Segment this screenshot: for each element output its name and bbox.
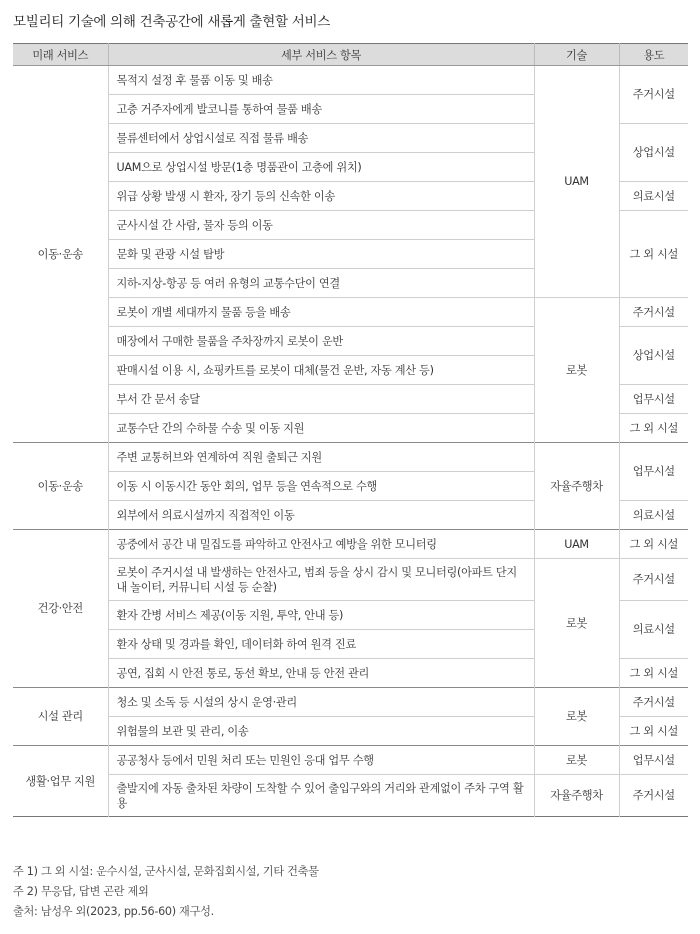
usage-cell: 의료시설 (619, 601, 688, 659)
usage-cell: 업무시설 (619, 443, 688, 501)
footnote: 주 2) 무응답, 답변 곤란 제외 (13, 885, 149, 898)
detail-cell: 공중에서 공간 내 밀집도를 파악하고 안전사고 예방을 위한 모니터링 (108, 530, 534, 559)
usage-cell: 그 외 시설 (619, 211, 688, 298)
detail-cell: 고층 거주자에게 발코니를 통하여 물품 배송 (108, 95, 534, 124)
detail-cell: 이동 시 이동시간 동안 회의, 업무 등을 연속적으로 수행 (108, 472, 534, 501)
detail-cell: 주변 교통허브와 연계하여 직원 출퇴근 지원 (108, 443, 534, 472)
header-usage: 용도 (619, 44, 688, 66)
header-detail: 세부 서비스 항목 (108, 44, 534, 66)
header-tech: 기술 (534, 44, 619, 66)
usage-cell: 주거시설 (619, 298, 688, 327)
tech-cell: 로봇 (534, 688, 619, 746)
table-title: 모빌리티 기술에 의해 건축공간에 새롭게 출현할 서비스 (13, 14, 330, 30)
usage-cell: 상업시설 (619, 327, 688, 385)
services-table (13, 43, 688, 817)
future-service-cell: 이동·운송 (13, 443, 108, 530)
table-row (13, 66, 688, 95)
future-service-cell: 생활·업무 지원 (13, 746, 108, 817)
detail-cell: 물류센터에서 상업시설로 직접 물류 배송 (108, 124, 534, 153)
detail-cell: 출발지에 자동 출차된 차량이 도착할 수 있어 출입구와의 거리와 관계없이 주차 구역 활용 (108, 775, 534, 817)
tech-cell: 로봇 (534, 298, 619, 443)
table-row (13, 775, 688, 817)
tech-cell: UAM (534, 530, 619, 559)
detail-cell: 군사시설 간 사람, 물자 등의 이동 (108, 211, 534, 240)
usage-cell: 그 외 시설 (619, 717, 688, 746)
detail-cell: 청소 및 소독 등 시설의 상시 운영·관리 (108, 688, 534, 717)
table-row (13, 443, 688, 472)
detail-cell: 로봇이 주거시설 내 발생하는 안전사고, 범죄 등을 상시 감시 및 모니터링(아파트 단지 내 놀이터, 커뮤니티 시설 등 순찰) (108, 559, 534, 601)
source-note: 출처: 남성우 외(2023, pp.56-60) 재구성. (13, 905, 214, 918)
detail-cell: 목적지 설정 후 물품 이동 및 배송 (108, 66, 534, 95)
detail-cell: 공연, 집회 시 안전 통로, 동선 확보, 안내 등 안전 관리 (108, 659, 534, 688)
detail-cell: 위험물의 보관 및 관리, 이송 (108, 717, 534, 746)
table-row (13, 530, 688, 559)
usage-cell: 그 외 시설 (619, 414, 688, 443)
usage-cell: 의료시설 (619, 182, 688, 211)
tech-cell: 자율주행차 (534, 775, 619, 817)
usage-cell: 업무시설 (619, 746, 688, 775)
tech-cell: 로봇 (534, 559, 619, 688)
detail-cell: 공공청사 등에서 민원 처리 또는 민원인 응대 업무 수행 (108, 746, 534, 775)
usage-cell: 주거시설 (619, 688, 688, 717)
header-row (13, 44, 688, 66)
tech-cell: 로봇 (534, 746, 619, 775)
usage-cell: 주거시설 (619, 66, 688, 124)
usage-cell: 그 외 시설 (619, 530, 688, 559)
detail-cell: UAM으로 상업시설 방문(1층 명품관이 고층에 위치) (108, 153, 534, 182)
tech-cell: 자율주행차 (534, 443, 619, 530)
tech-cell: UAM (534, 66, 619, 298)
future-service-cell: 시설 관리 (13, 688, 108, 746)
table-row (13, 688, 688, 717)
footnotes (13, 862, 319, 922)
future-service-cell: 건강·안전 (13, 530, 108, 688)
detail-cell: 위급 상황 발생 시 환자, 장기 등의 신속한 이송 (108, 182, 534, 211)
table-row (13, 559, 688, 601)
detail-cell: 판매시설 이용 시, 쇼핑카트를 로봇이 대체(물건 운반, 자동 계산 등) (108, 356, 534, 385)
detail-cell: 환자 간병 서비스 제공(이동 지원, 투약, 안내 등) (108, 601, 534, 630)
usage-cell: 업무시설 (619, 385, 688, 414)
usage-cell: 의료시설 (619, 501, 688, 530)
usage-cell: 주거시설 (619, 775, 688, 817)
detail-cell: 외부에서 의료시설까지 직접적인 이동 (108, 501, 534, 530)
usage-cell: 상업시설 (619, 124, 688, 182)
usage-cell: 그 외 시설 (619, 659, 688, 688)
footnote: 주 1) 그 외 시설: 운수시설, 군사시설, 문화집회시설, 기타 건축물 (13, 865, 319, 878)
future-service-cell: 이동·운송 (13, 66, 108, 443)
table-row (13, 298, 688, 327)
detail-cell: 문화 및 관광 시설 탐방 (108, 240, 534, 269)
detail-cell: 로봇이 개별 세대까지 물품 등을 배송 (108, 298, 534, 327)
detail-cell: 환자 상태 및 경과를 확인, 데이터화 하여 원격 진료 (108, 630, 534, 659)
header-future: 미래 서비스 (13, 44, 108, 66)
detail-cell: 교통수단 간의 수하물 수송 및 이동 지원 (108, 414, 534, 443)
table-row (13, 746, 688, 775)
detail-cell: 지하-지상-항공 등 여러 유형의 교통수단이 연결 (108, 269, 534, 298)
detail-cell: 부서 간 문서 송달 (108, 385, 534, 414)
detail-cell: 매장에서 구매한 물품을 주차장까지 로봇이 운반 (108, 327, 534, 356)
usage-cell: 주거시설 (619, 559, 688, 601)
